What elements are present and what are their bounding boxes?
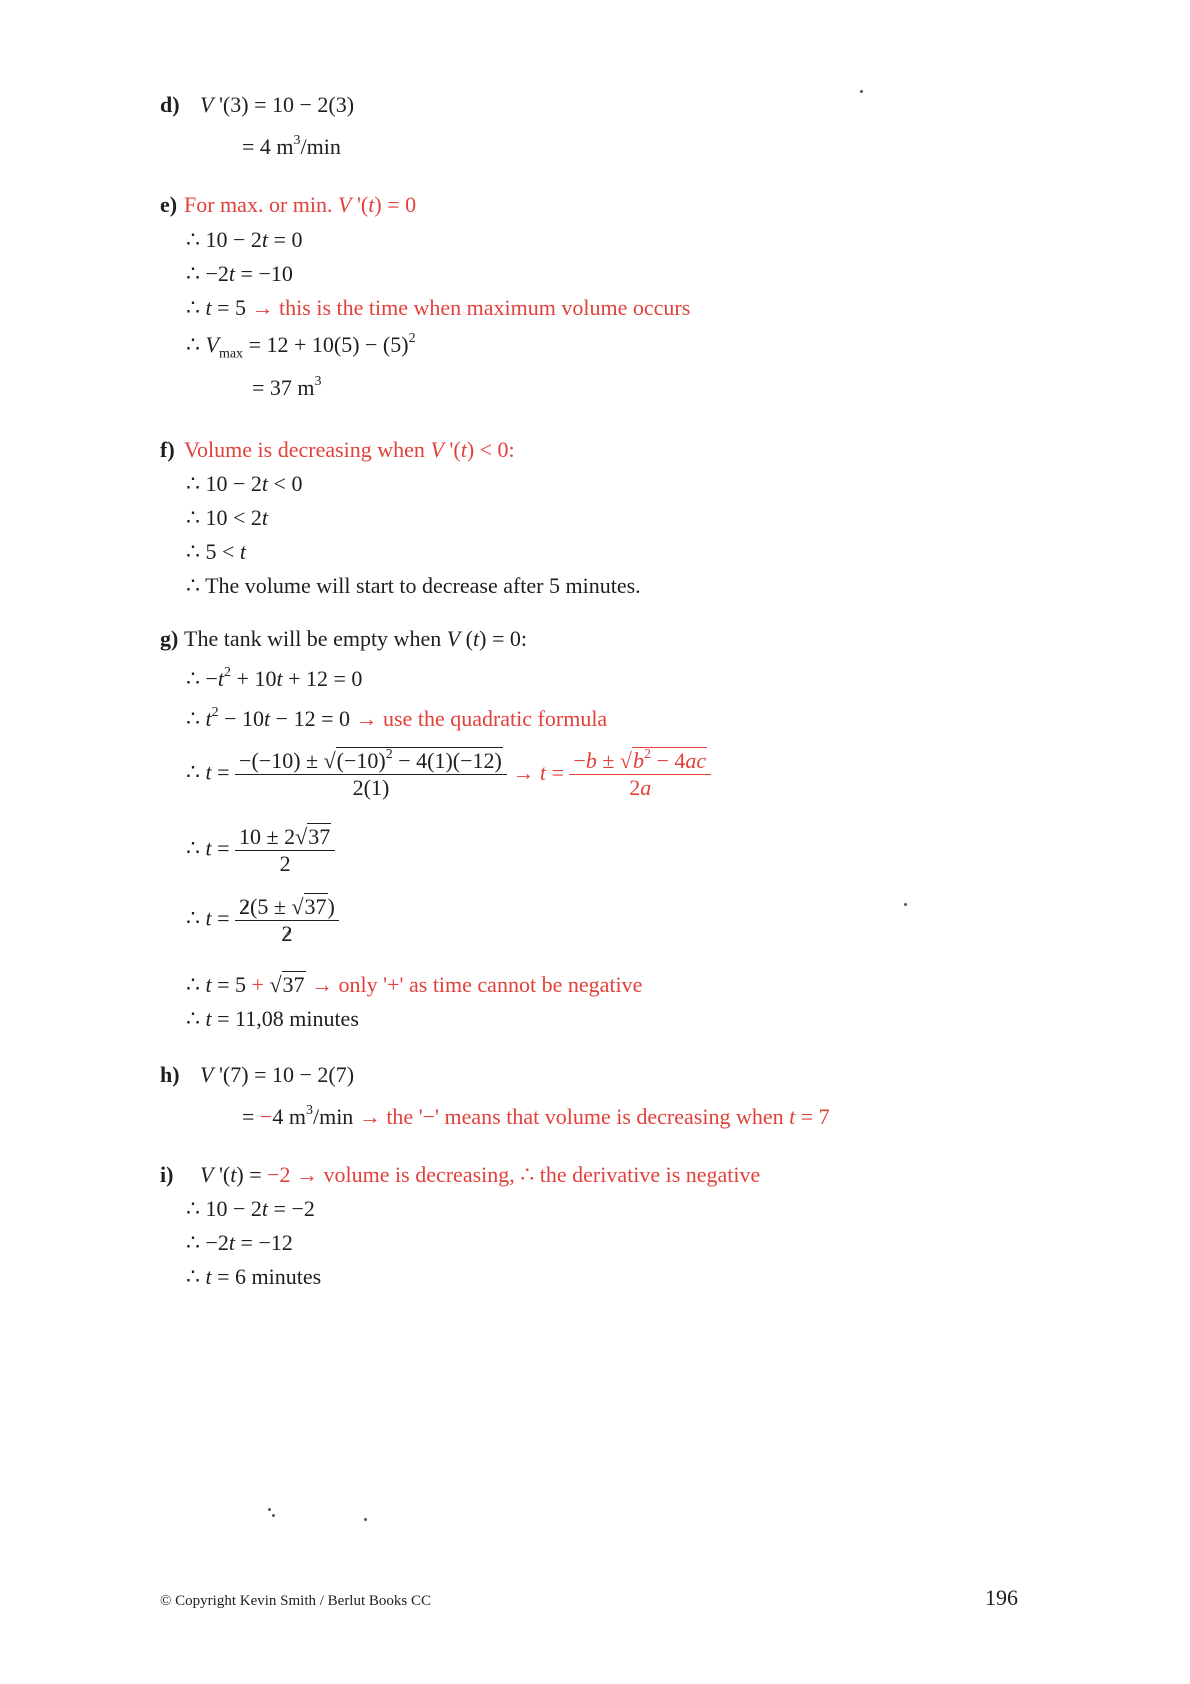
math-line: ∴ 10 − 2t < 0 [186, 471, 303, 496]
annotation: → only '+' as time cannot be negative [311, 972, 643, 997]
section-label: e) [160, 192, 178, 217]
math-line: = 37 $m^3$ [252, 373, 322, 400]
math-line: ∴ −2t = −12 [186, 1230, 293, 1255]
math-line: = 4 $m^3/\min$ [242, 132, 341, 159]
math-line: ∴ 10 − 2t = −2 [186, 1196, 315, 1221]
math-line: ∴ t = $\frac{10 \pm 2√37}{2}$ [186, 824, 335, 877]
math-line: = −4 $m^3/\min$ → the '−' means that volume is decreasing when t = 7 [242, 1102, 830, 1129]
section-label: g) [160, 626, 179, 651]
math-line: ∴ t = $\frac{2(5 \pm √37)}{2}$ [186, 894, 339, 947]
section-label: h) [160, 1062, 180, 1087]
math-line: Volume is decreasing when V '(t) < 0: [184, 437, 515, 462]
annotation: → use the quadratic formula [355, 706, 608, 731]
math-line: ∴ $-t^2 + 10t + 12 = 0$ [186, 664, 363, 691]
section-label: d) [160, 92, 180, 117]
copyright-footer: © Copyright Kevin Smith / Berlut Books CC [160, 1593, 431, 1609]
page-number: 196 [985, 1585, 1018, 1610]
math-line: ∴ 10 − 2t = 0 [186, 227, 303, 252]
math-line: ∴ −2t = −10 [186, 261, 293, 286]
section-label: i) [160, 1162, 174, 1187]
scan-speck [272, 1514, 275, 1517]
general-formula: $\frac{-b \pm √b^2 - 4ac}{2a}$ [569, 748, 711, 801]
scan-speck [904, 903, 907, 906]
fraction: $\frac{-(-10) \pm √(-10)^2 - 4(1)(-12)}{2(1)}$ [235, 748, 507, 801]
quadratic-formula-line: ∴ t = $\frac{-(-10) \pm √(-10)^2 - 4(1)(-12)}{2(1)}$ → t = $\frac{-b \pm √b^2 - 4ac}{2a}$ [186, 748, 711, 801]
scan-speck [860, 90, 863, 93]
math-line: The tank will be empty when V (t) = 0: [184, 626, 527, 651]
math-line: ∴ The volume will start to decrease after 5 minutes. [186, 573, 641, 598]
math-line: V '(t) = −2 → volume is decreasing, ∴ the derivative is negative [200, 1162, 761, 1187]
scan-speck [268, 1508, 271, 1511]
section-label: f) [160, 437, 175, 462]
annotation: → this is the time when maximum volume occurs [251, 295, 691, 320]
scan-speck [364, 1518, 367, 1521]
math-line: ∴ 5 < t [186, 539, 247, 564]
fraction: $\frac{2(5 \pm √37)}{2}$ [235, 894, 339, 947]
math-line: V '(3) = 10 − 2(3) [200, 92, 355, 117]
math-line: ∴ 10 < 2t [186, 505, 269, 530]
math-line: ∴ t = 6 minutes [186, 1264, 322, 1289]
math-line: ∴ t = 11,08 minutes [186, 1006, 359, 1031]
math-line: V '(7) = 10 − 2(7) [200, 1062, 355, 1087]
fraction: $\frac{10 \pm 2√37}{2}$ [235, 824, 335, 877]
math-line: ∴ $V_{max} = 12 + 10(5) - (5)^2$ [186, 330, 416, 362]
annotation: → volume is decreasing, ∴ the derivative is negative [296, 1162, 761, 1187]
math-line: ∴ $t^2 - 10t - 12 = 0$ → use the quadratic formula [186, 704, 608, 731]
math-line: ∴ t = 5 + √37 → only '+' as time cannot be negative [186, 972, 643, 997]
math-line: ∴ t = 5 → this is the time when maximum volume occurs [186, 295, 691, 320]
math-line: For max. or min. V '(t) = 0 [184, 192, 417, 217]
